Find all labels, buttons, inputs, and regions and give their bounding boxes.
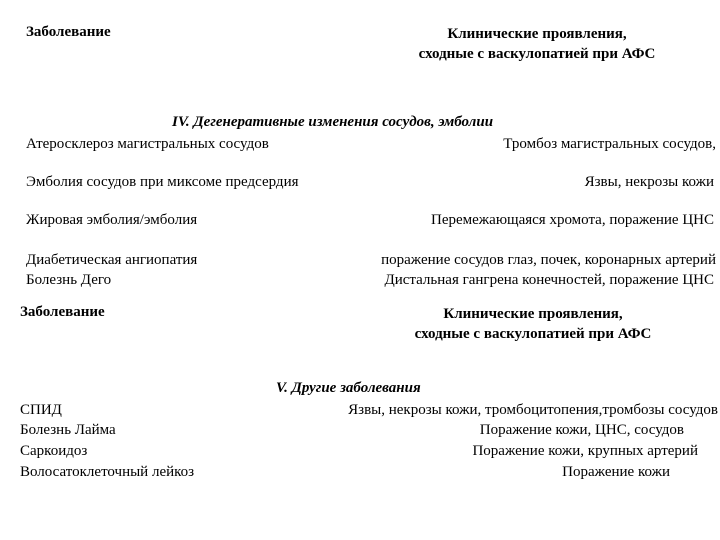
section-title-iv: IV. Дегенеративные изменения сосудов, эмболии [172,114,494,130]
row-disease: Болезнь Лайма [20,422,116,438]
row-disease: СПИД [20,402,62,418]
row-disease: Жировая эмболия/эмболия [26,212,198,228]
header-manifestations-line1: Клинические проявления, [447,26,627,42]
section-title-v: V. Другие заболевания [276,380,421,396]
row-manifestation: Дистальная гангрена конечностей, поражение ЦНС [384,272,714,288]
header-manifestations-line2: сходные с васкулопатией при АФС [414,326,652,342]
row-disease: Эмболия сосудов при миксоме предсердия [26,174,299,190]
row-manifestation: Поражение кожи [562,464,670,480]
header-disease: Заболевание [26,24,111,40]
row-disease: Саркоидоз [20,443,88,459]
header-disease: Заболевание [20,304,105,320]
row-manifestation: Перемежающаяся хромота, поражение ЦНС [431,212,714,228]
row-disease: Волосатоклеточный лейкоз [20,464,195,480]
row-disease: Диабетическая ангиопатия [26,252,198,268]
row-manifestation: Язвы, некрозы кожи [584,174,714,190]
row-manifestation: Язвы, некрозы кожи, тромбоцитопения,тромбозы сосудов [348,402,718,418]
row-manifestation: Поражение кожи, ЦНС, сосудов [479,422,684,438]
header-manifestations-line2: сходные с васкулопатией при АФС [418,46,656,62]
header-manifestations [382,24,692,64]
header-manifestations-line1: Клинические проявления, [443,306,623,322]
header-manifestations [378,304,688,344]
row-manifestation: поражение сосудов глаз, почек, коронарных артерий [381,252,716,268]
row-disease: Болезнь Дего [26,272,112,288]
row-disease: Атеросклероз магистральных сосудов [26,136,269,152]
row-manifestation: Поражение кожи, крупных артерий [472,443,698,459]
row-manifestation: Тромбоз магистральных сосудов, [503,136,716,152]
